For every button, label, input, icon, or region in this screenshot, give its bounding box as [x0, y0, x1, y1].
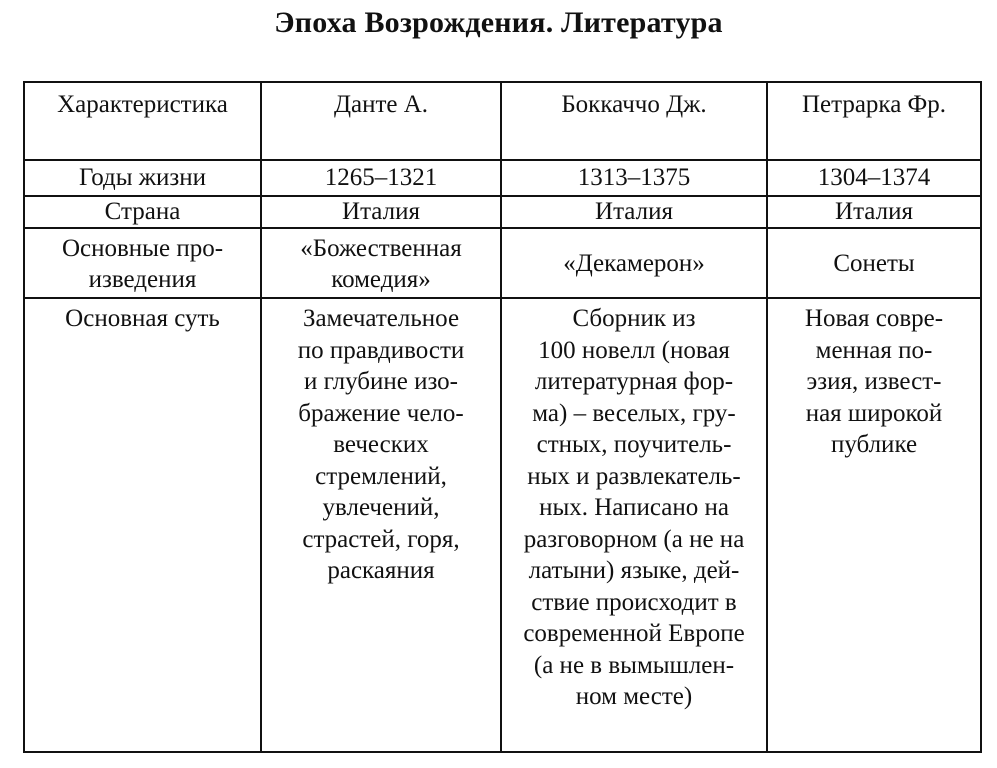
essence-boccaccio-line: Сборник из	[572, 305, 696, 332]
essence-dante-line: и глубине изо-	[303, 368, 459, 395]
header-row	[24, 82, 981, 160]
works-label-line: изведения	[88, 266, 197, 293]
works-dante	[261, 228, 501, 298]
essence-petrarch-line: публике	[830, 431, 918, 458]
essence-boccaccio-line: стных, поучитель-	[536, 431, 732, 458]
years-boccaccio: 1313–1375	[501, 160, 767, 196]
works-label	[24, 228, 261, 298]
years-label: Годы жизни	[24, 160, 261, 196]
essence-boccaccio-line: ма) – веселых, гру-	[532, 399, 736, 427]
essence-petrarch-line: менная по-	[815, 336, 933, 364]
country-boccaccio: Италия	[501, 196, 767, 228]
essence-petrarch	[767, 298, 981, 752]
works-dante-line: комедия»	[331, 266, 431, 293]
essence-dante-line: веческих	[333, 431, 429, 458]
works-dante-line: «Божественная	[300, 235, 462, 262]
literature-table	[23, 81, 982, 753]
essence-dante	[261, 298, 501, 752]
table-row-essence	[24, 298, 981, 752]
works-boccaccio: «Декамерон»	[501, 228, 767, 298]
essence-petrarch-line: Новая совре-	[804, 305, 944, 332]
years-petrarch: 1304–1374	[767, 160, 981, 196]
essence-dante-line: по правдивости	[297, 336, 465, 364]
table-row-country	[24, 196, 981, 228]
essence-boccaccio-line: ных и развлекатель-	[527, 462, 741, 490]
header-boccaccio: Боккаччо Дж.	[501, 82, 767, 160]
essence-boccaccio-line: латыни) языке, дей-	[528, 557, 740, 584]
essence-dante-line: Замечательное	[302, 305, 460, 332]
header-petrarch: Петрарка Фр.	[767, 82, 981, 160]
essence-boccaccio-line: литературная фор-	[534, 368, 734, 395]
page-title: Эпоха Возрождения. Литература	[274, 6, 723, 39]
essence-petrarch-line: ная широкой	[805, 399, 943, 427]
country-dante: Италия	[261, 196, 501, 228]
works-label-line: Основные про-	[61, 235, 224, 262]
essence-dante-line: стремлений,	[315, 462, 447, 490]
essence-boccaccio-line: ствие происходит в	[531, 588, 737, 616]
essence-dante-line: бражение чело-	[298, 399, 464, 427]
essence-boccaccio-line: (а не в вымышлен-	[533, 651, 735, 679]
essence-boccaccio-line: 100 новелл (новая	[538, 336, 730, 364]
essence-boccaccio-line: ном месте)	[575, 683, 693, 710]
header-characteristic: Характеристика	[24, 82, 261, 160]
essence-dante-line: страстей, горя,	[302, 525, 460, 553]
header-dante: Данте А.	[261, 82, 501, 160]
essence-boccaccio-line: ных. Написано на	[539, 494, 729, 521]
essence-petrarch-line: эзия, извест-	[806, 368, 942, 395]
essence-dante-line: раскаяния	[327, 557, 435, 584]
country-petrarch: Италия	[767, 196, 981, 228]
works-petrarch: Сонеты	[767, 228, 981, 298]
table-row-works	[24, 228, 981, 298]
essence-dante-line: увлечений,	[322, 494, 440, 521]
essence-label: Основная суть	[24, 298, 261, 752]
country-label: Страна	[24, 196, 261, 228]
essence-boccaccio-line: современной Европе	[523, 620, 745, 647]
years-dante: 1265–1321	[261, 160, 501, 196]
essence-boccaccio	[501, 298, 767, 752]
table-row-years	[24, 160, 981, 196]
essence-boccaccio-line: разговорном (а не на	[523, 525, 745, 553]
